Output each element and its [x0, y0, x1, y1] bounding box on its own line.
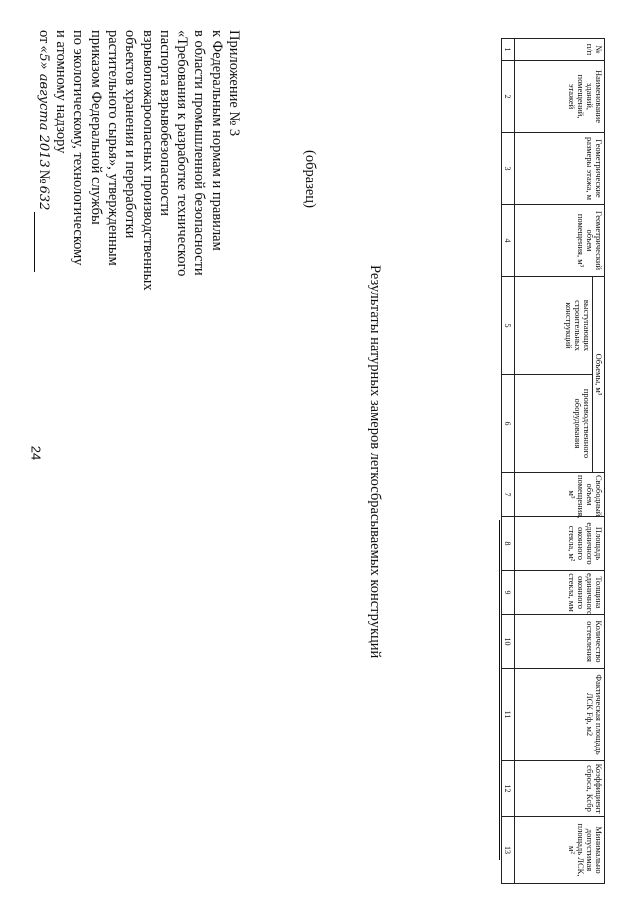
- header-cell: Площадь единичного оконного стекла, м²: [515, 517, 605, 571]
- header-cell: Коэффициент сброса, Ксбр: [515, 761, 605, 817]
- appendix-line: объектов хранения и переработки: [122, 30, 139, 239]
- header-cell: Геометрические размеры этажа, м: [515, 133, 605, 205]
- group-header-cell: Объемы, м³: [593, 277, 605, 473]
- column-number: 13: [502, 817, 515, 884]
- column-number: 7: [502, 473, 515, 517]
- measurement-table: [501, 38, 605, 884]
- column-number: 12: [502, 761, 515, 817]
- handwritten-date: «5» августа 2013: [35, 45, 51, 168]
- appendix-line: Приложение № 3: [226, 30, 242, 137]
- header-cell: № п/п: [515, 39, 605, 61]
- appendix-line: в области промышленной безопасности: [191, 30, 208, 276]
- header-cell: Наименование зданий, помещений, этажей: [515, 61, 605, 133]
- table-title: Результаты натурных замеров легкосбрасываемых конструкций: [367, 265, 383, 659]
- header-cell: Минимально допустимая площадь ЛСК, м²: [515, 817, 605, 884]
- appendix-line: к Федеральным нормам и правилам: [208, 30, 225, 251]
- column-number: 2: [502, 61, 515, 133]
- appendix-line: взрывопожароопасных производственных: [139, 30, 156, 291]
- header-cell: Геометрический объем помещения, м³: [515, 205, 605, 277]
- column-number: 6: [502, 375, 515, 473]
- number-sign: №: [35, 169, 52, 184]
- order-date-line: [34, 30, 51, 390]
- column-number: 4: [502, 205, 515, 277]
- header-cell: Фактическая площадь ЛСК Fф, м2: [515, 669, 605, 761]
- column-number: 10: [502, 615, 515, 669]
- column-number-row: [502, 39, 515, 884]
- appendix-line: растительного сырья», утвержденным: [104, 30, 121, 266]
- appendix-line: «Требования к разработке технического: [174, 30, 191, 277]
- sample-label: (образец): [302, 150, 318, 208]
- signature-underline: [34, 212, 49, 272]
- column-number: 5: [502, 277, 515, 375]
- header-cell: производственного оборудования: [515, 375, 593, 473]
- header-cell: Свободный объем помещения, м³: [515, 473, 605, 517]
- bottom-rule: [499, 520, 500, 860]
- column-number: 3: [502, 133, 515, 205]
- handwritten-number: 632: [35, 185, 51, 211]
- appendix-line: и атомному надзору: [53, 30, 70, 154]
- header-cell: выступающих строительных конструкций: [515, 277, 593, 375]
- appendix-block: [34, 30, 242, 390]
- appendix-line: приказом Федеральной службы: [87, 30, 104, 225]
- column-number: 9: [502, 571, 515, 615]
- header-cell: Количество остекления: [515, 615, 605, 669]
- column-number: 11: [502, 669, 515, 761]
- date-prefix: от: [35, 30, 52, 44]
- column-number: 8: [502, 517, 515, 571]
- column-number: 1: [502, 39, 515, 61]
- page-number: 24: [28, 445, 44, 461]
- appendix-line: по экологическому, технологическому: [70, 30, 87, 266]
- header-cell: Толщина единичного оконного стекла, мм: [515, 571, 605, 615]
- header-row: [593, 39, 605, 884]
- appendix-line: паспорта взрывобезопасности: [156, 30, 173, 217]
